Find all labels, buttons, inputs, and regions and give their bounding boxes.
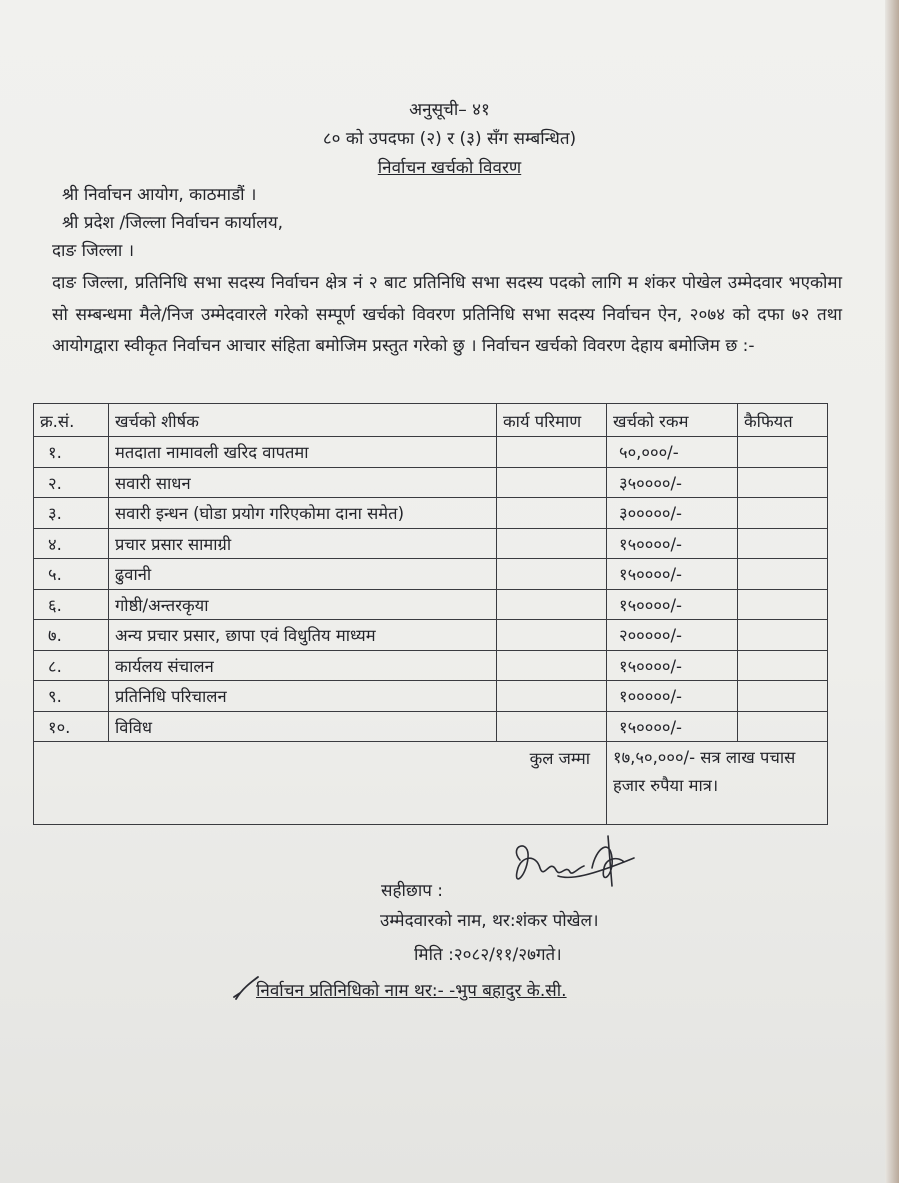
row-title: सवारी साधन bbox=[109, 467, 497, 498]
row-title: गोष्ठी/अन्तरकृया bbox=[109, 589, 497, 620]
row-serial: ७. bbox=[34, 620, 109, 651]
addressee-line-3: दाङ जिल्ला । bbox=[52, 241, 135, 261]
row-title: कार्यलय संचालन bbox=[109, 650, 497, 681]
row-remarks bbox=[738, 681, 828, 712]
row-amount: १५००००/- bbox=[607, 528, 738, 559]
table-total-row bbox=[34, 742, 828, 825]
row-remarks bbox=[738, 559, 828, 590]
row-quantity bbox=[497, 589, 607, 620]
row-serial: ५. bbox=[34, 559, 109, 590]
header-remarks: कैफियत bbox=[738, 404, 828, 437]
row-quantity bbox=[497, 650, 607, 681]
table-row bbox=[34, 559, 828, 590]
row-title: प्रतिनिधि परिचालन bbox=[109, 681, 497, 712]
row-title: अन्य प्रचार प्रसार, छापा एवं विधुतिय माध्यम bbox=[109, 620, 497, 651]
row-remarks bbox=[738, 711, 828, 742]
table-row bbox=[34, 650, 828, 681]
addressee-line-1: श्री निर्वाचन आयोग, काठमाडौं । bbox=[62, 185, 257, 205]
table-row bbox=[34, 528, 828, 559]
table-row bbox=[34, 467, 828, 498]
header-amount: खर्चको रकम bbox=[607, 404, 738, 437]
row-serial: १. bbox=[34, 437, 109, 468]
row-remarks bbox=[738, 528, 828, 559]
row-title: सवारी इन्धन (घोडा प्रयोग गरिएकोमा दाना समेत) bbox=[109, 498, 497, 529]
row-quantity bbox=[497, 681, 607, 712]
expense-table bbox=[33, 403, 828, 825]
document-date: मिति :२०८२/११/२७गते। bbox=[414, 945, 562, 965]
row-remarks bbox=[738, 620, 828, 651]
row-title: प्रचार प्रसार सामाग्री bbox=[109, 528, 497, 559]
row-serial: ३. bbox=[34, 498, 109, 529]
row-serial: १०. bbox=[34, 711, 109, 742]
addressee-line-2: श्री प्रदेश /जिल्ला निर्वाचन कार्यालय, bbox=[62, 213, 284, 233]
table-row bbox=[34, 620, 828, 651]
row-serial: ६. bbox=[34, 589, 109, 620]
header-serial: क्र.सं. bbox=[34, 404, 109, 437]
table-header-row bbox=[34, 404, 828, 437]
row-serial: ९. bbox=[34, 681, 109, 712]
row-amount: ३०००००/- bbox=[607, 498, 738, 529]
row-quantity bbox=[497, 559, 607, 590]
row-title: ढुवानी bbox=[109, 559, 497, 590]
row-amount: १५००००/- bbox=[607, 559, 738, 590]
table-row bbox=[34, 711, 828, 742]
table-row bbox=[34, 589, 828, 620]
row-amount: ३५००००/- bbox=[607, 467, 738, 498]
total-label: कुल जम्मा bbox=[34, 742, 607, 825]
row-quantity bbox=[497, 620, 607, 651]
table-row bbox=[34, 498, 828, 529]
body-paragraph: दाङ जिल्ला, प्रतिनिधि सभा सदस्य निर्वाचन क्षेत्र नं २ बाट प्रतिनिधि सभा सदस्य पदको लागि म शंकर पोखेल उम्मेदवार भएकोमा सो सम्बन्धमा मैले/निज उम्मेदवारले गरेको सम्पूर्ण खर्चको विवरण प्रतिनिधि सभा सदस्य निर्वाचन ऐन, २०७४ को दफा ७२ तथा आयोगद्वारा स्वीकृत निर्वाचन आचार संहिता बमोजिम प्रस्तुत गरेको छु । निर्वाचन खर्चको विवरण देहाय बमोजिम छ :- bbox=[52, 273, 842, 356]
table-row bbox=[34, 681, 828, 712]
row-serial: २. bbox=[34, 467, 109, 498]
signature-label: सहीछाप : bbox=[381, 881, 444, 901]
header-title: खर्चको शीर्षक bbox=[109, 404, 497, 437]
schedule-number: अनुसूची– ४१ bbox=[409, 100, 490, 120]
row-remarks bbox=[738, 589, 828, 620]
row-amount: २०००००/- bbox=[607, 620, 738, 651]
row-serial: ८. bbox=[34, 650, 109, 681]
row-quantity bbox=[497, 437, 607, 468]
row-amount: १५००००/- bbox=[607, 711, 738, 742]
row-amount: १०००००/- bbox=[607, 681, 738, 712]
row-quantity bbox=[497, 498, 607, 529]
row-quantity bbox=[497, 711, 607, 742]
row-title: विविध bbox=[109, 711, 497, 742]
row-quantity bbox=[497, 528, 607, 559]
document-title: निर्वाचन खर्चको विवरण bbox=[377, 158, 522, 178]
row-remarks bbox=[738, 498, 828, 529]
row-quantity bbox=[497, 467, 607, 498]
row-title: मतदाता नामावली खरिद वापतमा bbox=[109, 437, 497, 468]
row-amount: १५००००/- bbox=[607, 650, 738, 681]
row-remarks bbox=[738, 467, 828, 498]
header-quantity: कार्य परिमाण bbox=[497, 404, 607, 437]
row-serial: ४. bbox=[34, 528, 109, 559]
related-clause: ८० को उपदफा (२) र (३) सँग सम्बन्धित) bbox=[322, 129, 577, 149]
total-amount: १७,५०,०००/- सत्र लाख पचास हजार रुपैया मात्र। bbox=[607, 742, 828, 825]
row-amount: ५०,०००/- bbox=[607, 437, 738, 468]
row-remarks bbox=[738, 437, 828, 468]
row-remarks bbox=[738, 650, 828, 681]
representative-name: निर्वाचन प्रतिनिधिको नाम थर:- -भुप बहादुर के.सी. bbox=[256, 981, 567, 1001]
candidate-name: उम्मेदवारको नाम, थर:शंकर पोखेल। bbox=[380, 911, 599, 931]
signature-image bbox=[500, 828, 640, 898]
row-amount: १५००००/- bbox=[607, 589, 738, 620]
table-row bbox=[34, 437, 828, 468]
